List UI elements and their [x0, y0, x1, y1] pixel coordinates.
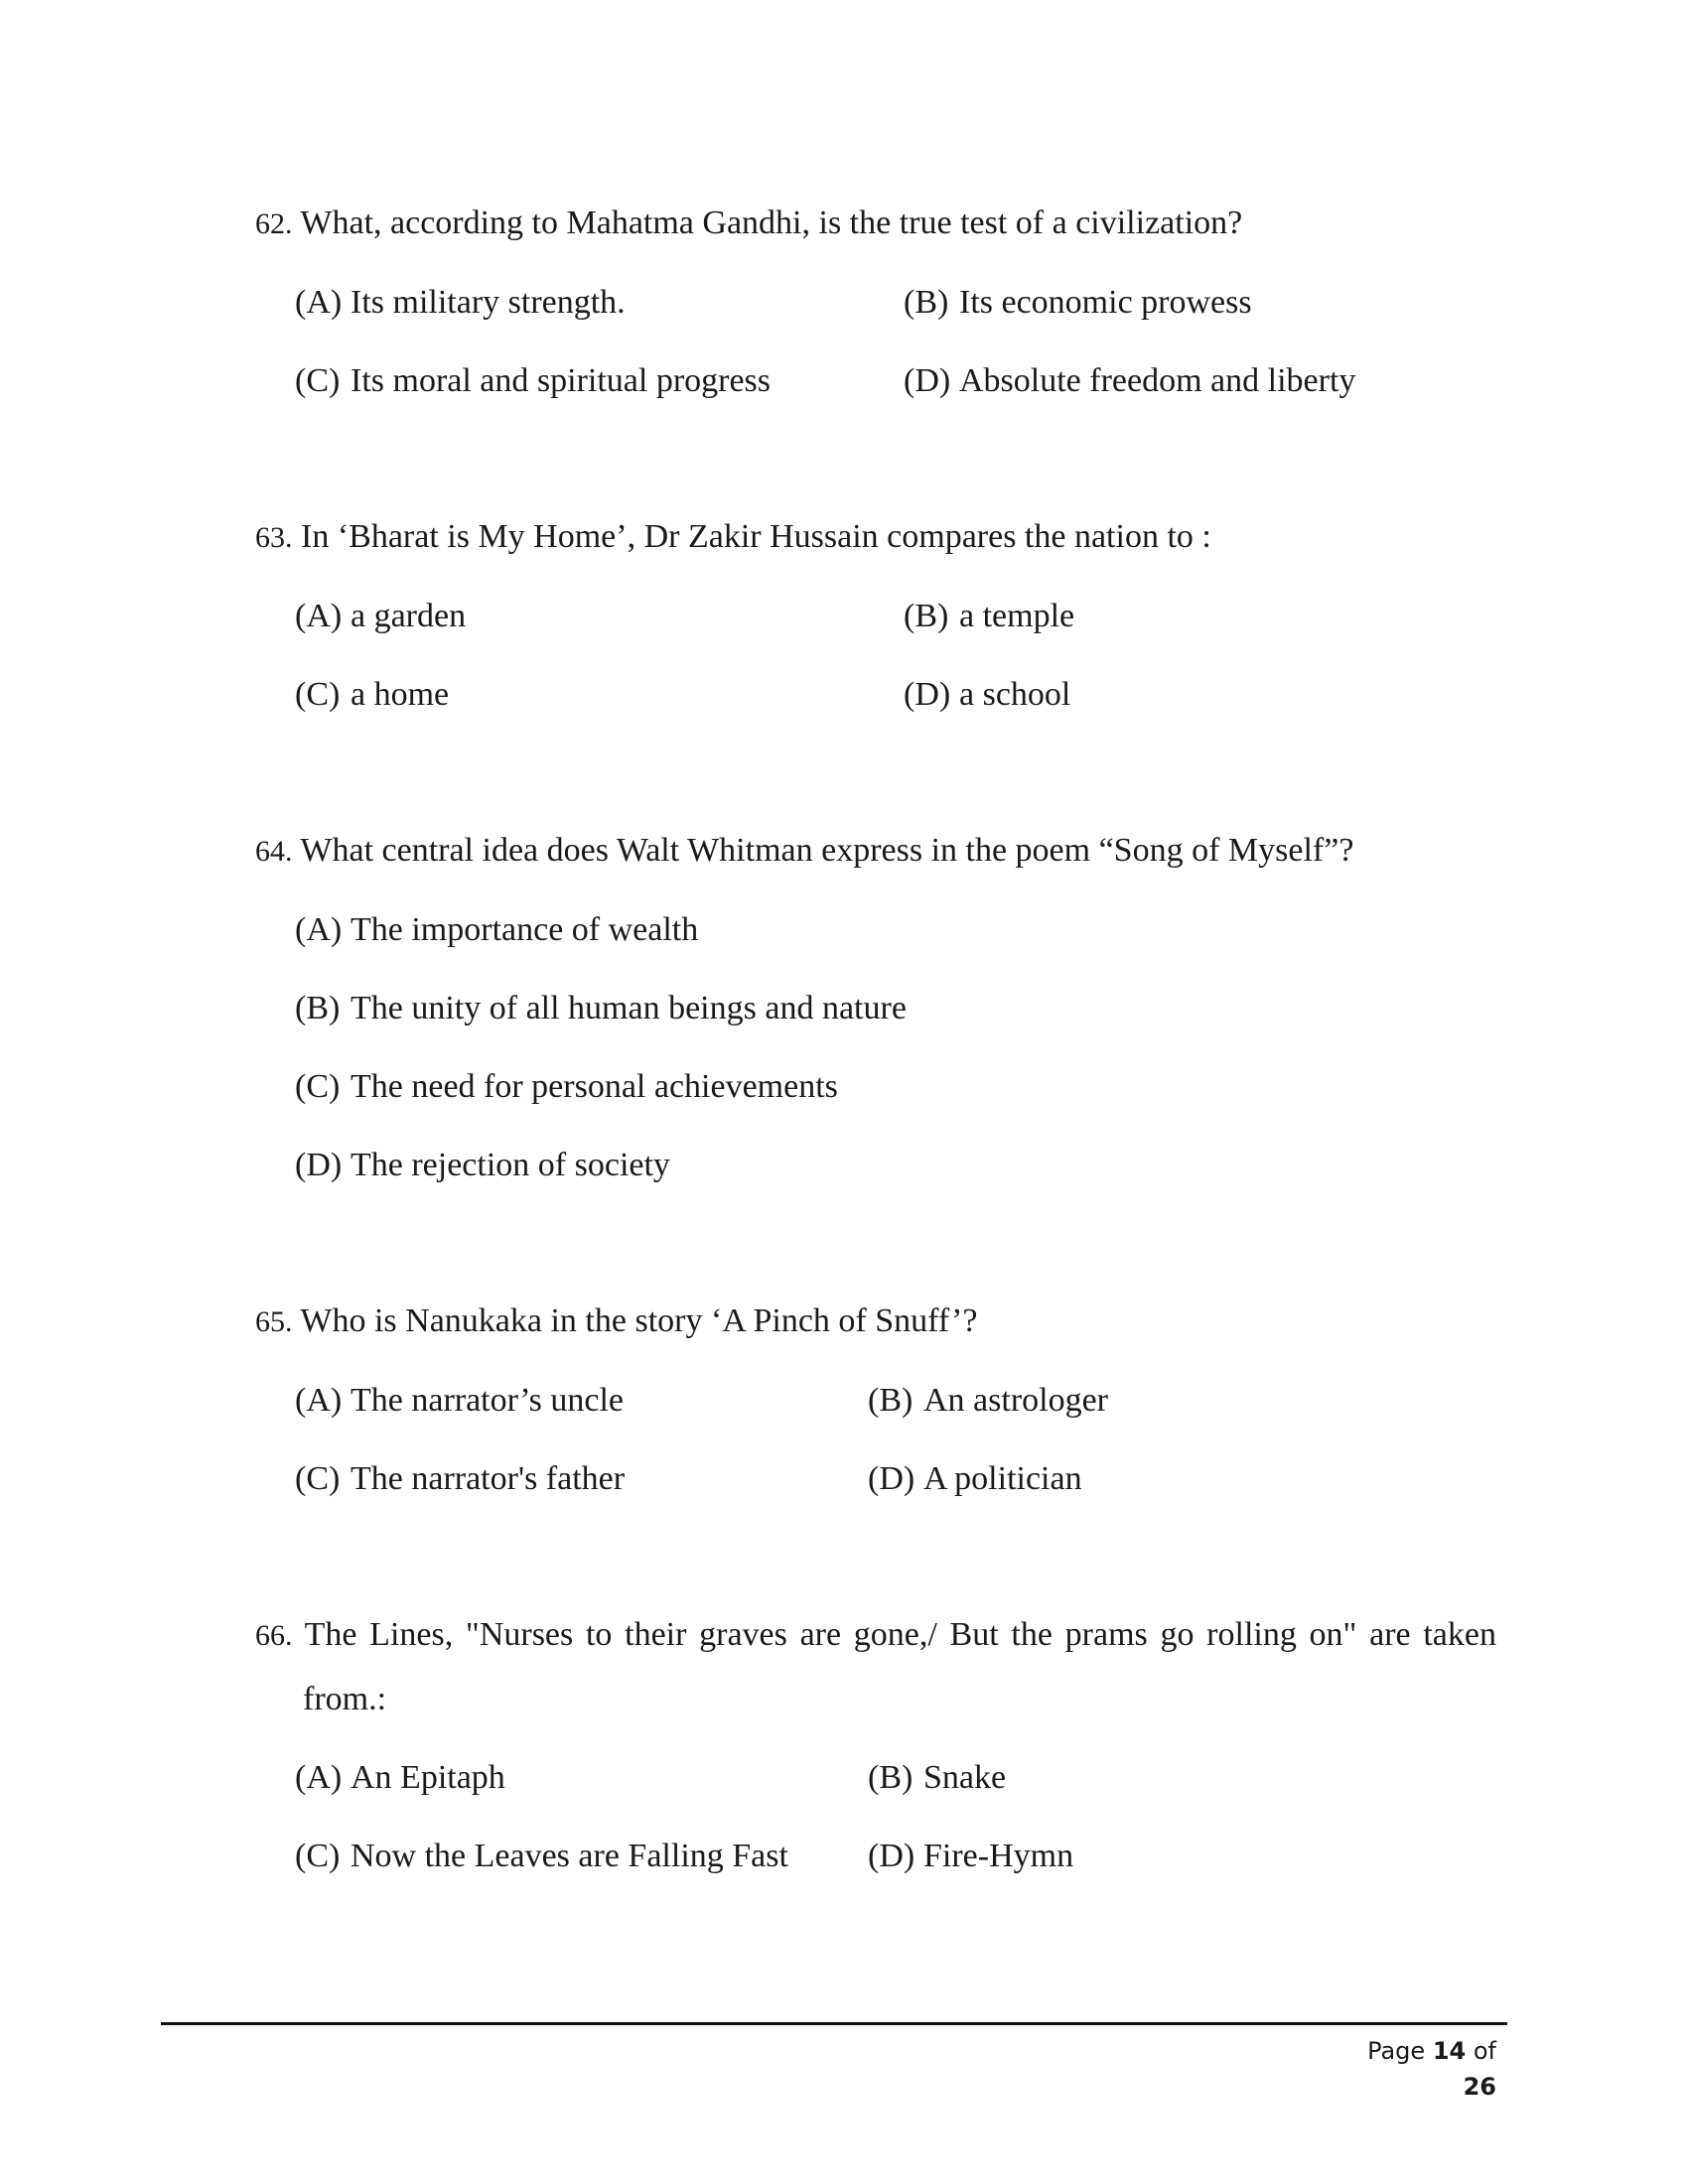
question-66	[255, 1603, 1496, 1903]
option-row	[295, 1447, 1496, 1526]
option-row	[295, 585, 1496, 663]
footer-divider	[161, 2022, 1507, 2025]
option-text: The narrator's father	[351, 1460, 626, 1497]
option-letter: (B)	[868, 1759, 914, 1796]
option-letter: (A)	[295, 911, 343, 948]
of-word: of	[1473, 2037, 1496, 2065]
option-text: The rejection of society	[351, 1147, 670, 1183]
option-text: Absolute freedom and liberty	[959, 362, 1356, 399]
option-row	[295, 977, 1496, 1055]
option-c	[295, 349, 771, 413]
option-b	[904, 271, 1252, 335]
option-text: Now the Leaves are Falling Fast	[351, 1838, 788, 1874]
option-a	[295, 1746, 505, 1810]
question-number: 62.	[255, 207, 293, 240]
option-d	[868, 1447, 1082, 1511]
options	[295, 585, 1496, 742]
options	[295, 1746, 1496, 1903]
question-number: 65.	[255, 1305, 293, 1338]
option-text: An Epitaph	[351, 1759, 505, 1796]
question-64	[255, 819, 1496, 1212]
option-a	[295, 585, 466, 648]
option-d	[868, 1825, 1073, 1888]
option-c	[295, 663, 449, 727]
option-b	[868, 1746, 1006, 1810]
question-text: In ‘Bharat is My Home’, Dr Zakir Hussain compares the nation to :	[301, 518, 1211, 555]
option-row	[295, 663, 1496, 742]
option-c	[295, 1055, 838, 1119]
question-stem	[255, 1603, 1496, 1731]
options	[295, 1369, 1496, 1526]
option-b	[904, 585, 1074, 648]
option-text: The narrator’s uncle	[351, 1382, 625, 1419]
option-text: a home	[351, 676, 450, 713]
page-word: Page	[1367, 2037, 1426, 2065]
option-text: Fire-Hymn	[923, 1838, 1074, 1874]
option-a	[295, 271, 626, 335]
option-letter: (C)	[295, 1068, 341, 1105]
option-text: The importance of wealth	[351, 911, 699, 948]
option-letter: (B)	[295, 990, 341, 1026]
option-letter: (C)	[295, 1460, 341, 1497]
option-text: a garden	[351, 598, 467, 634]
option-text: a temple	[959, 598, 1075, 634]
options	[295, 898, 1496, 1212]
option-text: Its moral and spiritual progress	[351, 362, 772, 399]
total-pages: 26	[1463, 2073, 1496, 2101]
question-text: What, according to Mahatma Gandhi, is the true test of a civilization?	[300, 205, 1243, 241]
option-row	[295, 1369, 1496, 1447]
question-number: 66.	[255, 1619, 293, 1652]
option-row	[295, 349, 1496, 428]
option-letter: (C)	[295, 676, 341, 713]
option-d	[904, 663, 1070, 727]
option-b	[868, 1369, 1108, 1433]
option-letter: (C)	[295, 362, 341, 399]
page-number	[1331, 2033, 1496, 2105]
question-65	[255, 1290, 1496, 1526]
option-row	[295, 1825, 1496, 1903]
option-c	[295, 1447, 625, 1511]
question-stem	[255, 505, 1496, 570]
option-letter: (D)	[295, 1147, 343, 1183]
option-letter: (B)	[904, 598, 949, 634]
question-63	[255, 505, 1496, 742]
current-page: 14	[1432, 2037, 1467, 2065]
option-text: Its economic prowess	[959, 284, 1252, 321]
question-text: Who is Nanukaka in the story ‘A Pinch of Snuff’?	[300, 1302, 978, 1339]
option-row	[295, 1746, 1496, 1825]
option-letter: (D)	[904, 362, 951, 399]
question-stem	[255, 819, 1496, 884]
question-number: 64.	[255, 835, 293, 868]
option-letter: (A)	[295, 284, 343, 321]
option-row	[295, 1055, 1496, 1134]
option-letter: (B)	[904, 284, 949, 321]
option-text: The need for personal achievements	[351, 1068, 838, 1105]
option-text: A politician	[923, 1460, 1082, 1497]
option-letter: (C)	[295, 1838, 341, 1874]
option-letter: (B)	[868, 1382, 914, 1419]
option-letter: (A)	[295, 1759, 343, 1796]
question-stem	[255, 1290, 1496, 1354]
question-62	[255, 192, 1496, 428]
option-letter: (A)	[295, 598, 343, 634]
option-d	[295, 1134, 670, 1197]
option-text: Its military strength.	[351, 284, 626, 321]
options	[295, 271, 1496, 428]
option-letter: (A)	[295, 1382, 343, 1419]
option-row	[295, 898, 1496, 977]
option-row	[295, 1134, 1496, 1212]
question-stem	[255, 192, 1496, 256]
option-b	[295, 977, 907, 1040]
option-a	[295, 898, 698, 962]
option-row	[295, 271, 1496, 349]
option-c	[295, 1825, 788, 1888]
option-text: The unity of all human beings and nature	[351, 990, 907, 1026]
question-text: The Lines, "Nurses to their graves are gone,/ But the prams go rolling on" are taken from.:	[303, 1616, 1496, 1717]
option-text: Snake	[923, 1759, 1007, 1796]
option-d	[904, 349, 1355, 413]
option-letter: (D)	[868, 1838, 915, 1874]
question-text: What central idea does Walt Whitman express in the poem “Song of Myself”?	[300, 832, 1354, 869]
option-text: a school	[959, 676, 1071, 713]
option-letter: (D)	[904, 676, 951, 713]
question-number: 63.	[255, 521, 293, 554]
option-text: An astrologer	[923, 1382, 1109, 1419]
option-a	[295, 1369, 624, 1433]
option-letter: (D)	[868, 1460, 915, 1497]
